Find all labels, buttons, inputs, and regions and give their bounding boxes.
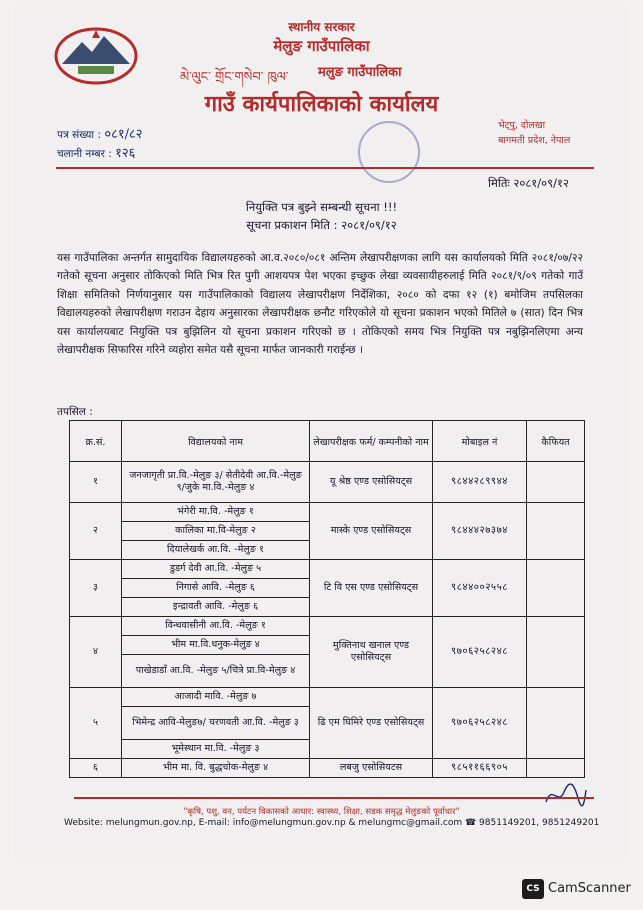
table-row xyxy=(70,462,585,503)
notice-publish-date: सूचना प्रकाशन मिति : २०८१/०९/१२ xyxy=(246,218,397,232)
col-header-mobile: मोबाइल नं xyxy=(433,421,527,462)
office-province: बागमती प्रदेश, नेपाल xyxy=(498,135,571,146)
school-name: जनजागृती प्रा.वि.-मेलुङ ३/ सेतीदेवी आ.वि.-मेलुङ ९/जुके मा.वि.-मेलुङ ४ xyxy=(122,462,310,503)
remarks xyxy=(527,560,585,617)
auditor-firm: यू श्रेष्ठ एण्ड एसोसियट्स xyxy=(310,462,433,503)
school-name: भूमेस्थान मा.वि. -मेलुङ ३ xyxy=(122,740,310,759)
remarks xyxy=(527,617,585,688)
footer-slogan: "कृषि, पशु, वन, पर्यटन विकासको आधार: स्वास्थ्य, शिक्षा, सडक समृद्ध मेलुङको पूर्वाधार" xyxy=(183,807,460,817)
col-header-firm: लेखापरीक्षक फर्म/ कम्पनीको नाम xyxy=(310,421,433,462)
camscanner-watermark: CamScanner xyxy=(548,881,631,896)
dispatch-number xyxy=(57,143,135,161)
col-header-school: विद्यालयको नाम xyxy=(122,421,310,462)
notice-body: यस गाउँपालिका अन्तर्गत सामुदायिक विद्यालयहरुको आ.व.२०८०/०८१ अन्तिम लेखापरीक्षणका लागि यस कार्यालयको मिति २०८१/०७/२२ गतेको सूचना अनुसार तोकिएको मिति भित्र रित पुगी आशयपत्र पेश भएका इच्छुक लेखा व्यवसायीहरुलाई मिति २०८१/९/०९ गतेको गाउँ शिक्षा समितिको निर्णयानुसार यस गाउँपालिकाको विद्यालय लेखापरीक्षण निर्देशिका, २०८० को दफा १२ (१) बमोजिम तपसिलका विद्यालयहरुको लेखापरीक्षण गराउन देहाय अनुसारका लेखापरीक्षक छनौट गरिएकोले यो सूचना प्रकाशन भएको मितिले ७ (सात) दिन भित्र यस कार्यालयबाट नियुक्ति पत्र बुझिलिन यो सूचना प्रकाशन गरिएको छ । तोकिएको समय भित्र नियुक्ति पत्र नबुझिनलिएमा अन्य लेखापरीक्षक सिफारिस गरिने व्यहोरा समेत यसै सूचना मार्फत जानकारी गराईन्छ । xyxy=(57,252,583,357)
row-sn: १ xyxy=(70,462,122,503)
municipality-name-tibetan: མེ་ལུང་ གྲོང་གསེབ་ ཁུལ་ xyxy=(180,70,289,85)
letter-number-value: ०८१/८२ xyxy=(104,127,143,142)
row-sn: ४ xyxy=(70,617,122,688)
auditor-firm: मुक्तिनाथ खनाल एण्ड एसोसियट्स xyxy=(310,617,433,688)
table-row xyxy=(70,617,585,636)
remarks xyxy=(527,503,585,560)
col-header-remarks: कैफियत xyxy=(527,421,585,462)
table-row xyxy=(70,503,585,522)
municipality-name: मेलुङ गाउँपालिका xyxy=(273,37,370,55)
row-sn: ५ xyxy=(70,688,122,759)
school-name: भंगेरी मा.वि. -मेलुङ १ xyxy=(122,503,310,522)
municipality-name-alt: मलुङ गाउँपालिका xyxy=(318,65,402,80)
header-divider xyxy=(56,167,594,169)
auditor-table xyxy=(69,420,585,778)
details-label: तपसिल : xyxy=(57,406,93,418)
dispatch-number-label: चलानी नम्बर : xyxy=(57,148,112,160)
school-name: निगासे आवि. -मेलुङ ६ xyxy=(122,579,310,598)
office-stamp xyxy=(358,121,420,183)
camscanner-logo-icon: CS xyxy=(522,879,544,899)
mobile-number: ९७०६२५८२४८ xyxy=(433,688,527,759)
letter-number xyxy=(57,124,143,142)
table-row xyxy=(70,688,585,707)
school-name: विन्धवासीनी आ.वि. -मेलुङ १ xyxy=(122,617,310,636)
office-location: भेट्पु, दोलखा xyxy=(498,120,546,131)
school-name: भिमेन्द्र आवि-मेलुङ७/ चरणवती आ.वि. -मेलुङ ३ xyxy=(122,707,310,740)
mobile-number: ९८४४४२७३७४ xyxy=(433,503,527,560)
auditor-firm: टि वि एस एण्ड एसोसियट्स xyxy=(310,560,433,617)
school-name: कालिका मा.वि-मेलुङ २ xyxy=(122,522,310,541)
table-row xyxy=(70,560,585,579)
office-title: गाउँ कार्यपालिकाको कार्यालय xyxy=(204,92,439,117)
school-name: भीम मा.वि.धनुक-मेलुङ ४ xyxy=(122,636,310,655)
school-name: आजादी मावि. -मेलुङ ७ xyxy=(122,688,310,707)
letter-number-label: पत्र संख्या : xyxy=(57,129,102,141)
mobile-number: ९८४४००२५५८ xyxy=(433,560,527,617)
remarks xyxy=(527,688,585,759)
remarks xyxy=(527,462,585,503)
notice-title: नियुक्ति पत्र बुझ्ने सम्बन्धी सूचना !!! xyxy=(245,200,398,214)
mobile-number: ९८५११६६९०५ xyxy=(433,759,527,778)
school-name: पाखेडाडाँ आ.वि. -मेलुङ ५/चित्रे प्रा.वि-मेलुङ ४ xyxy=(122,655,310,688)
mobile-number: ९७०६२५८२४८ xyxy=(433,617,527,688)
row-sn: ३ xyxy=(70,560,122,617)
col-header-sn: क्र.सं. xyxy=(70,421,122,462)
office-address xyxy=(498,118,570,148)
notice-date: मितिः २०८१/०९/१२ xyxy=(488,176,569,190)
school-name: भीम मा. वि. बुद्धचोक-मेलुङ ४ xyxy=(122,759,310,778)
footer-divider xyxy=(74,797,594,799)
mobile-number: ९८४४२८९९४४ xyxy=(433,462,527,503)
school-name: दियालेखर्क आ.वि. -मेलुङ १ xyxy=(122,541,310,560)
row-sn: २ xyxy=(70,503,122,560)
row-sn: ६ xyxy=(70,759,122,778)
school-name: इन्द्रावती आवि. -मेलुङ ६ xyxy=(122,598,310,617)
auditor-firm: ढि एम घिमिरे एण्ड एसोसियट्स xyxy=(310,688,433,759)
footer-contact: Website: melungmun.gov.np, E-mail: info@melungmun.gov.np & melungmc@gmail.com ☎ 9851149201, 9851249201 xyxy=(64,818,600,828)
auditor-firm: मास्के एण्ड एसोसियट्स xyxy=(310,503,433,560)
local-government-label: स्थानीय सरकार xyxy=(288,20,355,34)
remarks xyxy=(527,759,585,778)
school-name: डुडर्ग देवी आ.वि. -मेलुङ ५ xyxy=(122,560,310,579)
auditor-firm: लबजु एसोसियटस xyxy=(310,759,433,778)
table-row xyxy=(70,759,585,778)
table-header-row xyxy=(70,421,585,462)
dispatch-number-value: १२६ xyxy=(115,146,136,161)
